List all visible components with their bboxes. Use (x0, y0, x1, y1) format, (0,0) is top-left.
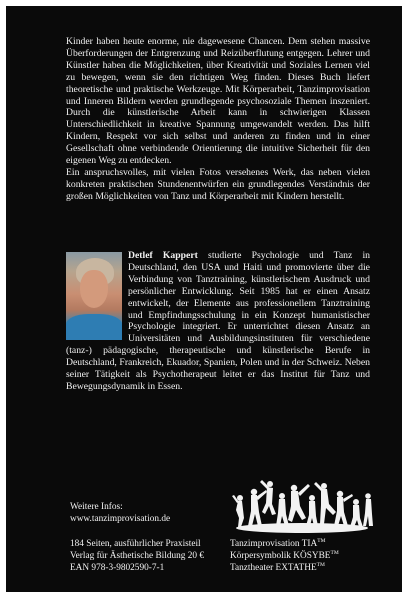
author-photo (66, 252, 122, 340)
trademark-tia: Tanzimprovisation TIA™ (230, 538, 326, 549)
dancers-illustration (232, 478, 374, 534)
author-section (66, 250, 370, 393)
description-paragraph-2: Ein anspruchsvolles, mit vielen Fotos versehenes Werk, das neben vielen konkreten praktischen Stundenentwürfen ein grundlegendes Verständnis der großen Möglichkeiten von Tanz und Körperarbeit mit Kindern herstellt. (66, 166, 370, 202)
back-cover (6, 6, 402, 592)
trademark-kosybe: Körpersymbolik KÖSYBE™ (230, 549, 339, 561)
description-paragraph-1: Kinder haben heute enorme, nie dagewesene Chancen. Dem stehen massive Überforderungen der Entgrenzung und Reizüberflutung entgegen. Lehrer und Künstler haben die Möglichkeiten, über Kreativität und Soziales Lernen viel zu bewegen, wenn sie den richtigen Weg finden. Dieses Buch liefert theoretische und praktische Werkzeuge. Mit Körperarbeit, Tanzimprovisation und Inneren Bildern werden grundlegende psychosoziale Themen inszeniert. Durch die künstlerische Arbeit kann in schwierigen Klassen Unterschiedlichkeit in kreative Spannung umgewandelt werden. Das hilft Kindern, Respekt vor sich selbst und anderen zu finden und in einer Gesellschaft ohne verbindende Orientierung die intuitive Sicherheit für den eigenen Weg zu entdecken. (66, 36, 370, 167)
author-name: Detlef Kappert (128, 250, 198, 261)
author-bio: studierte Psychologie und Tanz in Deutschland, den USA und Haiti und promovierte über die Verbindung von Tanztraining, künstlerischem Ausdruck und persönlicher Entwicklung. Seit 1985 hat er einen Ansatz entwickelt, der Elemente aus professionellem Tanztraining und Empfindungsschulung in ein Konzept humanistischer Psychologie integriert. Er unterrichtet diesen Ansatz an Universitäten und Ausbildungsinstituten für verschiedene (tanz-) pädagogische, therapeutische und künstlerische Berufe in Deutschland, Frankreich, Ekuador, Spanien, Polen und in der Schweiz. Neben seiner Tätigkeit als Psychotherapeut leitet er das Institut für Tanz und Bewegungsdynamik in Essen. (66, 250, 370, 392)
ean-number: EAN 978-3-9802590-7-1 (70, 562, 165, 573)
trademark-list (230, 539, 380, 574)
book-meta (70, 539, 220, 574)
publisher-price: Verlag für Ästhetische Bildung 20 € (70, 550, 205, 561)
website-link[interactable]: www.tanzimprovisation.de (70, 513, 171, 524)
more-info-label: Weitere Infos: (70, 502, 123, 512)
more-info (70, 502, 200, 525)
trademark-extathe: Tanztheater EXTATHE™ (230, 561, 325, 573)
page-count: 184 Seiten, ausführlicher Praxisteil (70, 539, 201, 549)
book-description (66, 36, 370, 203)
